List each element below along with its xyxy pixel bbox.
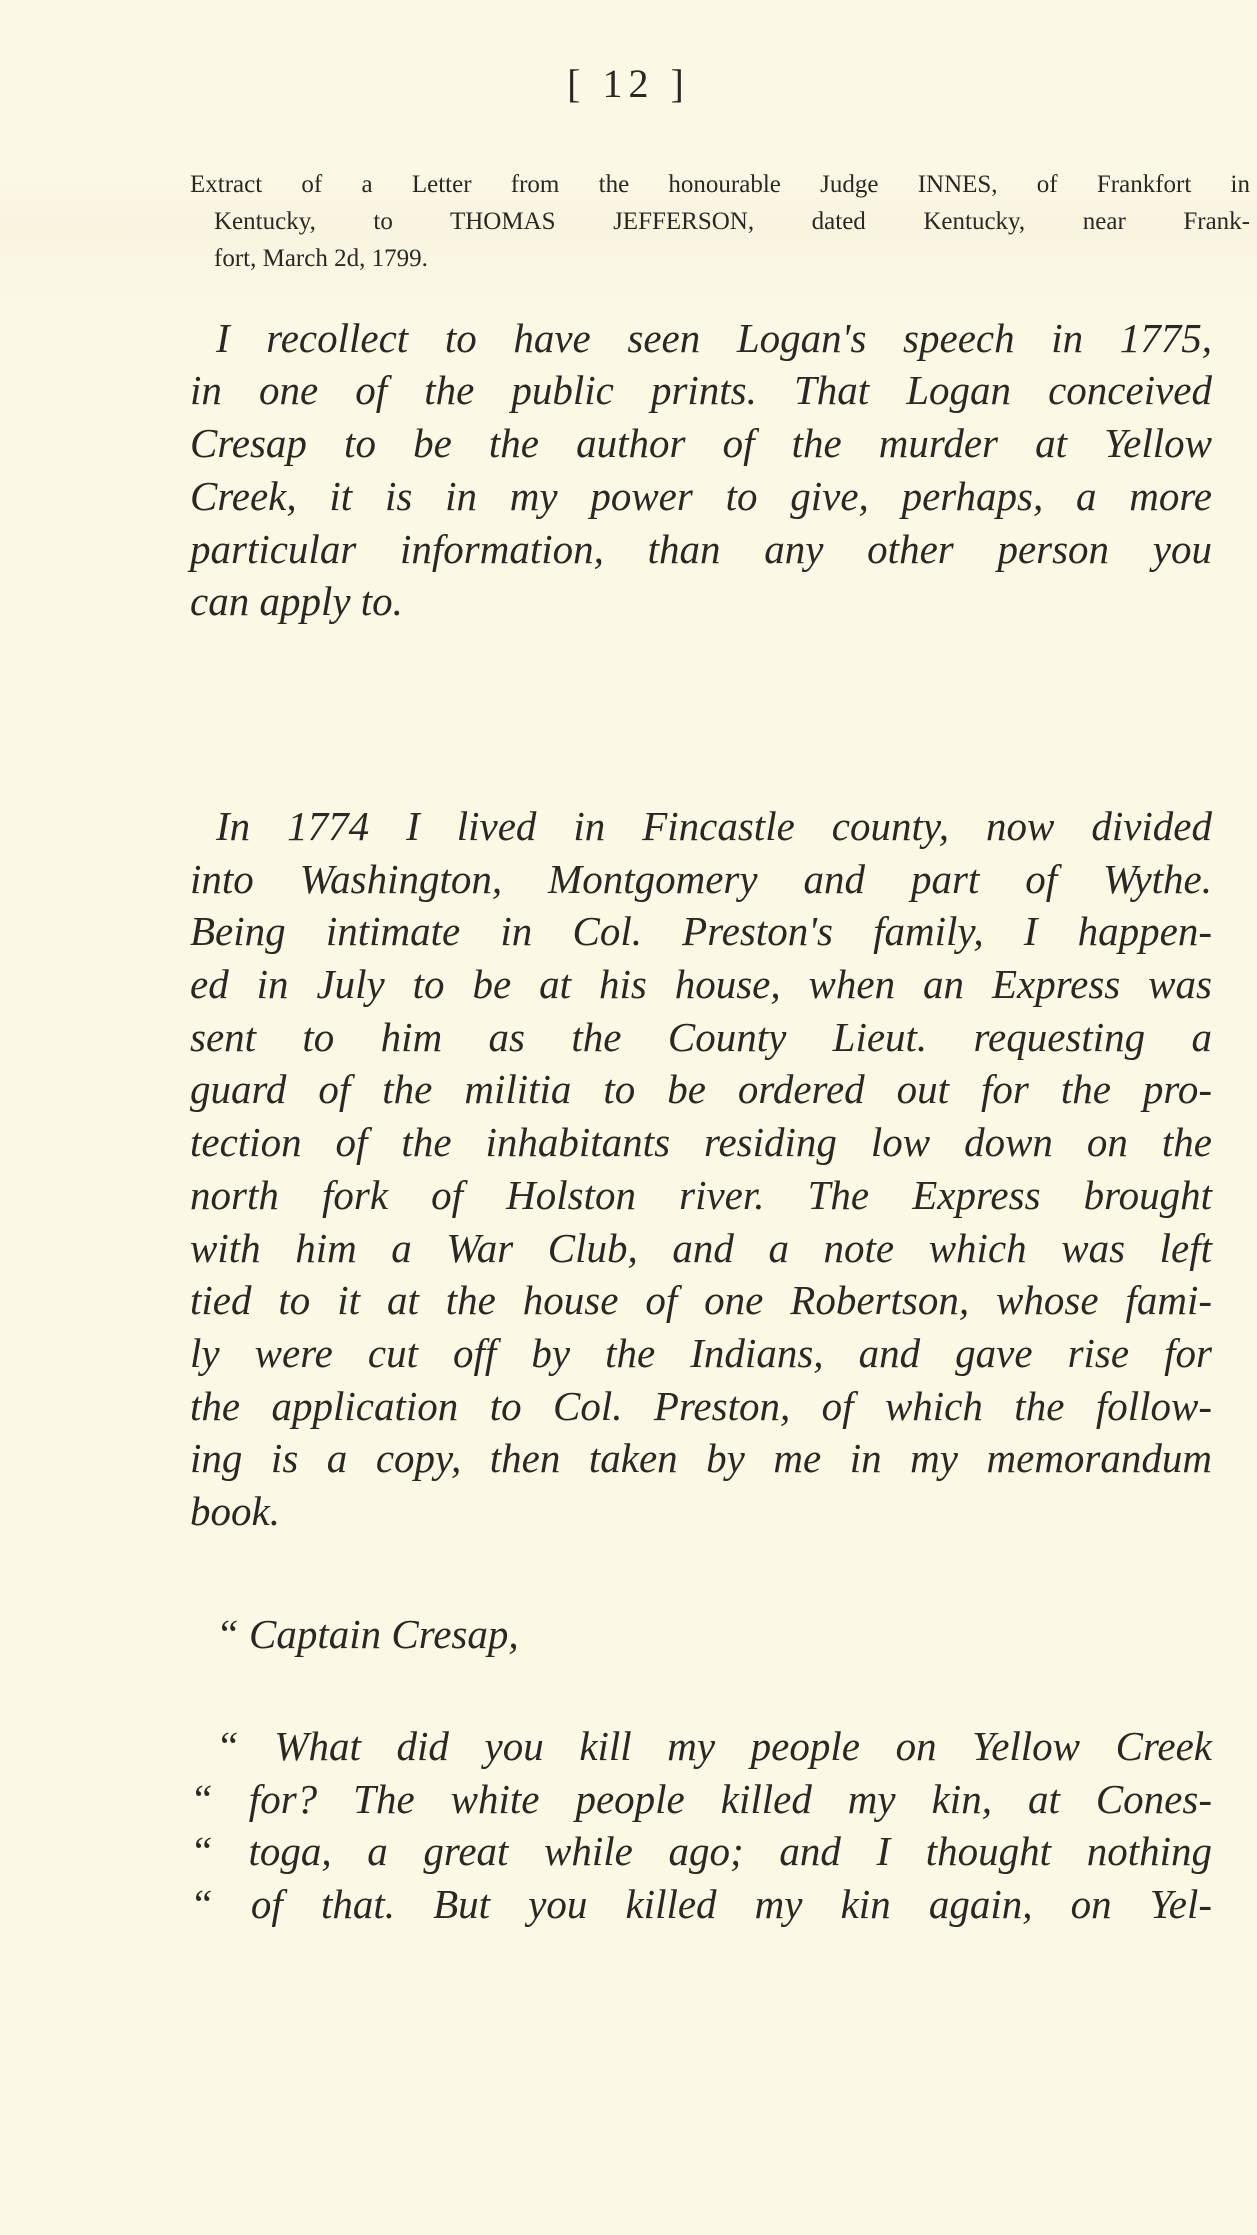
text-line: in one of the public prints. That Logan conceived [190, 367, 1212, 413]
text-line: “ toga, a great while ago; and I thought nothing [190, 1828, 1212, 1874]
text-line: In 1774 I lived in Fincastle county, now divided [216, 803, 1212, 849]
text-line: tied to it at the house of one Robertson, whose fami- [190, 1277, 1212, 1323]
text-line: with him a War Club, and a note which was left [190, 1225, 1212, 1271]
heading-line: Kentucky, to THOMAS JEFFERSON, dated Kentucky, near Frank- [214, 208, 1250, 235]
text-line: “ for? The white people killed my kin, at Cones- [190, 1776, 1212, 1822]
text-line: can apply to. [190, 578, 403, 624]
text-line: ed in July to be at his house, when an Express was [190, 961, 1212, 1007]
text-line: the application to Col. Preston, of which the follow- [190, 1383, 1212, 1429]
text-line: Cresap to be the author of the murder at Yellow [190, 420, 1212, 466]
salutation: “ Captain Cresap, [216, 1611, 519, 1657]
text-line: tection of the inhabitants residing low down on the [190, 1119, 1212, 1165]
text-line: ly were cut off by the Indians, and gave rise for [190, 1330, 1212, 1376]
heading-line: Extract of a Letter from the honourable Judge INNES, of Frankfort in [190, 171, 1250, 198]
text-line: “ What did you kill my people on Yellow Creek [216, 1723, 1212, 1769]
text-line: book. [190, 1488, 280, 1534]
text-line: particular information, than any other person you [190, 526, 1212, 572]
text-line: I recollect to have seen Logan's speech in 1775, [216, 315, 1212, 361]
text-line: Being intimate in Col. Preston's family, I happen- [190, 908, 1212, 954]
text-line: into Washington, Montgomery and part of Wythe. [190, 856, 1212, 902]
page-number: [ 12 ] [567, 61, 690, 106]
text-line: “ of that. But you killed my kin again, on Yel- [190, 1881, 1212, 1927]
text-line: Creek, it is in my power to give, perhaps, a more [190, 473, 1212, 519]
text-line: ing is a copy, then taken by me in my memorandum [190, 1435, 1212, 1481]
heading-line: fort, March 2d, 1799. [214, 245, 428, 272]
text-line: guard of the militia to be ordered out for the pro- [190, 1066, 1212, 1112]
text-line: sent to him as the County Lieut. requesting a [190, 1014, 1212, 1060]
text-line: north fork of Holston river. The Express brought [190, 1172, 1212, 1218]
